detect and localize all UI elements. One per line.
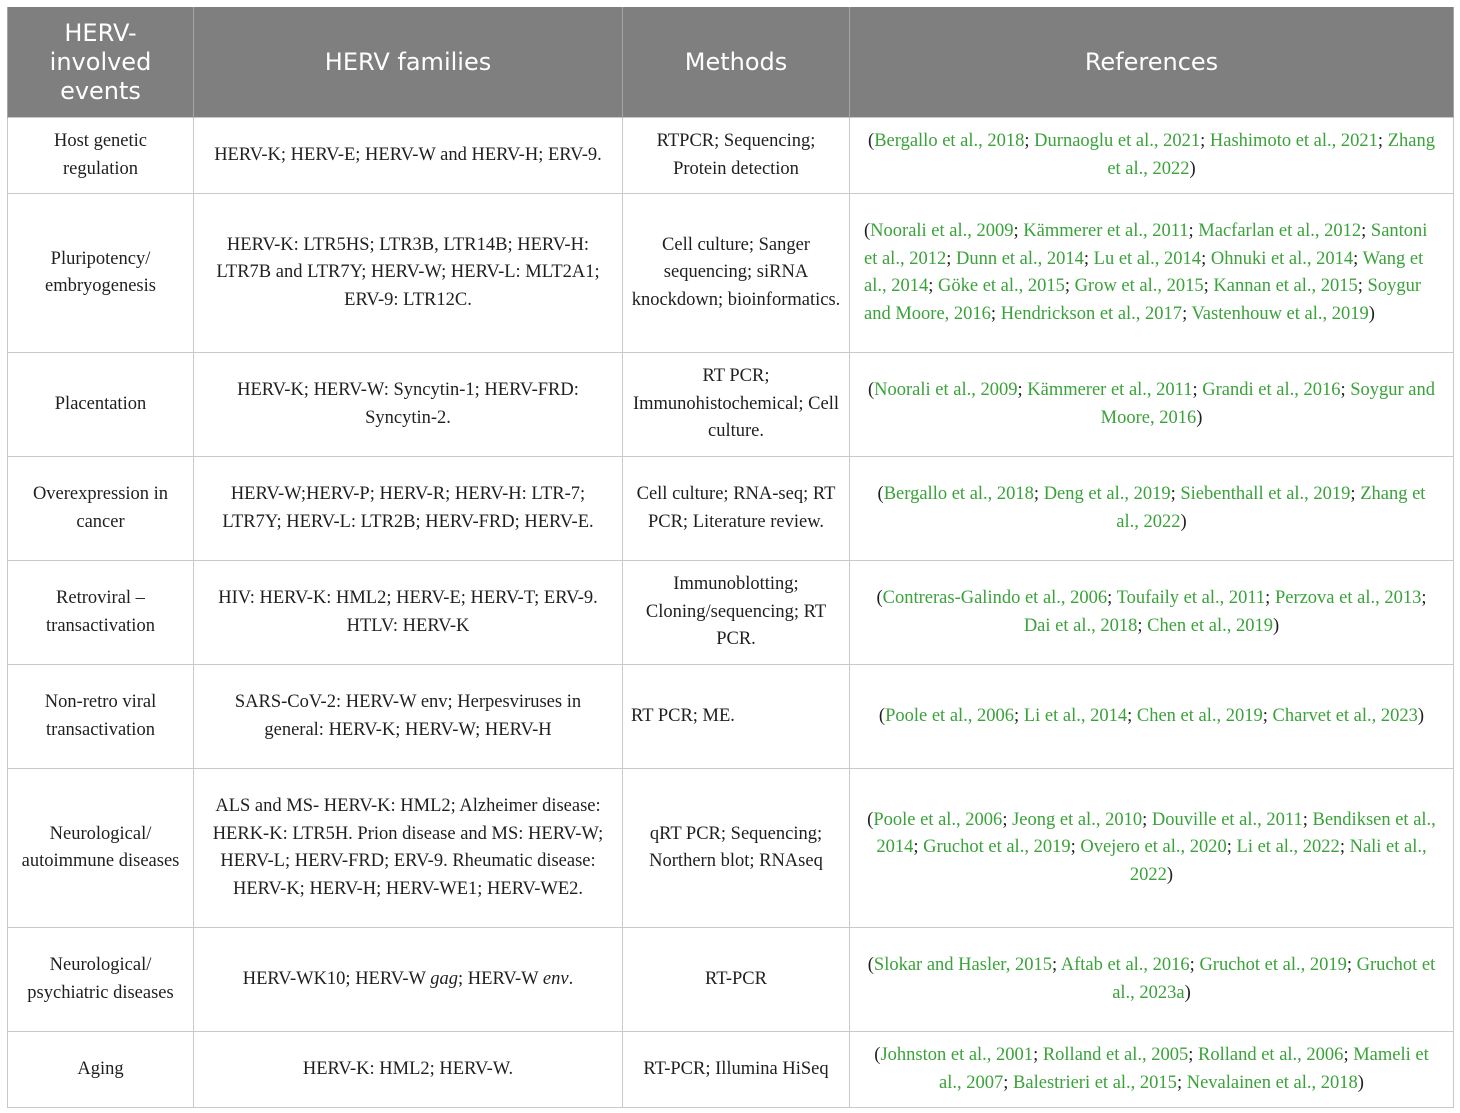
- reference-link[interactable]: Gruchot et al., 2019: [923, 837, 1071, 858]
- table-row: [8, 353, 1454, 457]
- event-cell: Non-retro viral transactivation: [8, 665, 194, 769]
- table-row: [8, 561, 1454, 665]
- reference-link[interactable]: Nali et al., 2022: [1129, 837, 1427, 885]
- header-events: HERV-involved events: [8, 7, 194, 118]
- families-cell: [194, 928, 623, 1032]
- paren-open: (: [867, 380, 875, 400]
- references-cell: [850, 353, 1454, 457]
- reference-separator: ;: [1182, 303, 1192, 324]
- families-cell: HERV-K: HML2; HERV-W.: [194, 1032, 623, 1108]
- families-text: .: [568, 968, 574, 989]
- herv-events-table: [7, 7, 1454, 1108]
- reference-link[interactable]: Li et al., 2014: [1023, 705, 1128, 726]
- reference-separator: ;: [1340, 380, 1351, 400]
- reference-link[interactable]: Bergallo et al., 2018: [883, 484, 1034, 504]
- table-row: [8, 457, 1454, 561]
- reference-separator: ;: [1377, 131, 1388, 151]
- event-cell: Aging: [8, 1032, 194, 1108]
- reference-link[interactable]: Deng et al., 2019: [1043, 484, 1171, 504]
- reference-separator: ;: [1013, 221, 1024, 241]
- reference-link[interactable]: Poole et al., 2006: [873, 809, 1003, 830]
- families-cell: ALS and MS- HERV-K: HML2; Alzheimer disease: HERK-K: LTR5H. Prion disease and MS: HERV-W; HERV-L; HERV-FRD; ERV-9. Rheumatic disease: HERV-K; HERV-H; HERV-WE1; HERV-WE2.: [194, 769, 623, 928]
- methods-cell: Cell culture; RNA-seq; RT PCR; Literature review.: [623, 457, 850, 561]
- reference-link[interactable]: Lu et al., 2014: [1093, 248, 1202, 269]
- reference-link[interactable]: Douville et al., 2011: [1151, 809, 1303, 830]
- reference-link[interactable]: Bergallo et al., 2018: [874, 131, 1025, 151]
- table-row: [8, 665, 1454, 769]
- reference-separator: ;: [1302, 809, 1313, 830]
- methods-cell: Immunoblotting; Cloning/sequencing; RT PCR.: [623, 561, 850, 665]
- reference-separator: ;: [1137, 615, 1148, 636]
- reference-link[interactable]: Durnaoglu et al., 2021: [1034, 131, 1201, 151]
- families-gag: gag: [430, 968, 459, 989]
- table-row: [8, 1032, 1454, 1108]
- reference-link[interactable]: Göke et al., 2015: [938, 276, 1065, 296]
- paren-open: (: [876, 588, 883, 608]
- header-families: HERV families: [194, 7, 623, 118]
- reference-separator: ;: [1200, 131, 1210, 151]
- reference-separator: ;: [1003, 1072, 1014, 1093]
- paren-open: (: [874, 1045, 881, 1065]
- paren-close: ): [1196, 407, 1203, 428]
- reference-separator: ;: [1353, 248, 1363, 269]
- reference-link[interactable]: Gruchot et al., 2023a: [1112, 955, 1436, 1003]
- table-row: [8, 194, 1454, 353]
- reference-separator: ;: [1346, 955, 1357, 975]
- reference-separator: ;: [913, 837, 924, 858]
- reference-separator: ;: [1201, 248, 1211, 269]
- reference-separator: ;: [1070, 837, 1081, 858]
- event-cell: Neurological/ psychiatric diseases: [8, 928, 194, 1032]
- paren-close: ): [1184, 982, 1191, 1003]
- reference-link[interactable]: Nevalainen et al., 2018: [1186, 1072, 1358, 1093]
- families-cell: HIV: HERV-K: HML2; HERV-E; HERV-T; ERV-9. HTLV: HERV-K: [194, 561, 623, 665]
- reference-link[interactable]: Santoni et al., 2012: [864, 221, 1428, 269]
- reference-separator: ;: [1014, 705, 1024, 726]
- reference-link[interactable]: Noorali et al., 2009: [870, 221, 1014, 241]
- reference-link[interactable]: Zhang et al., 2022: [1107, 131, 1435, 179]
- paren-close: ): [1180, 511, 1187, 532]
- table-row: [8, 118, 1454, 194]
- reference-separator: ;: [1357, 276, 1368, 296]
- reference-link[interactable]: Zhang et al., 2022: [1116, 484, 1426, 532]
- reference-link[interactable]: Jeong et al., 2010: [1012, 809, 1143, 830]
- families-cell: HERV-K: LTR5HS; LTR3B, LTR14B; HERV-H: LTR7B and LTR7Y; HERV-W; HERV-L: MLT2A1; ERV-9: LTR12C.: [194, 194, 623, 353]
- reference-separator: ;: [1176, 1072, 1187, 1093]
- event-cell: Retroviral – transactivation: [8, 561, 194, 665]
- reference-link[interactable]: Slokar and Hasler, 2015: [873, 955, 1052, 975]
- reference-link[interactable]: Chen et al., 2019: [1136, 705, 1263, 726]
- methods-cell: RT PCR; Immunohistochemical; Cell culture.: [623, 353, 850, 457]
- event-cell: Overexpression in cancer: [8, 457, 194, 561]
- reference-link[interactable]: Noorali et al., 2009: [874, 380, 1018, 400]
- reference-link[interactable]: Gruchot et al., 2019: [1199, 955, 1347, 975]
- reference-link[interactable]: Mameli et al., 2007: [939, 1045, 1429, 1093]
- reference-link[interactable]: Rolland et al., 2005: [1042, 1045, 1189, 1065]
- references-cell: [850, 561, 1454, 665]
- methods-cell: RTPCR; Sequencing; Protein detection: [623, 118, 850, 194]
- families-text: ; HERV-W: [458, 968, 543, 989]
- reference-separator: ;: [1188, 1045, 1199, 1065]
- reference-link[interactable]: Kämmerer et al., 2011: [1027, 380, 1193, 400]
- reference-link[interactable]: Grow et al., 2015: [1074, 276, 1204, 296]
- reference-link[interactable]: Hashimoto et al., 2021: [1209, 131, 1378, 151]
- reference-link[interactable]: Dunn et al., 2014: [955, 248, 1084, 269]
- reference-separator: ;: [1142, 809, 1152, 830]
- event-cell: Neurological/ autoimmune diseases: [8, 769, 194, 928]
- reference-link[interactable]: Aftab et al., 2016: [1060, 955, 1190, 975]
- reference-link[interactable]: Chen et al., 2019: [1147, 615, 1274, 636]
- reference-link[interactable]: Charvet et al., 2023: [1272, 705, 1418, 726]
- paren-close: ): [1417, 705, 1425, 726]
- reference-separator: ;: [1188, 221, 1199, 241]
- event-cell: Placentation: [8, 353, 194, 457]
- references-cell: [850, 1032, 1454, 1108]
- reference-separator: ;: [1421, 588, 1427, 608]
- reference-separator: ;: [1064, 276, 1075, 296]
- reference-link[interactable]: Ohnuki et al., 2014: [1210, 248, 1354, 269]
- families-cell: HERV-K; HERV-W: Syncytin-1; HERV-FRD: Syncytin-2.: [194, 353, 623, 457]
- paren-open: (: [867, 809, 874, 830]
- reference-separator: ;: [990, 303, 1001, 324]
- families-cell: HERV-K; HERV-E; HERV-W and HERV-H; ERV-9.: [194, 118, 623, 194]
- reference-separator: ;: [1262, 705, 1273, 726]
- reference-link[interactable]: Hendrickson et al., 2017: [1000, 303, 1183, 324]
- references-cell: [850, 665, 1454, 769]
- reference-link[interactable]: Toufaily et al., 2011: [1116, 588, 1266, 608]
- reference-separator: ;: [1083, 248, 1094, 269]
- event-cell: Pluripotency/ embryogenesis: [8, 194, 194, 353]
- reference-separator: ;: [1127, 705, 1137, 726]
- families-cell: HERV-W;HERV-P; HERV-R; HERV-H: LTR-7; LTR7Y; HERV-L: LTR2B; HERV-FRD; HERV-E.: [194, 457, 623, 561]
- reference-separator: ;: [1361, 221, 1371, 241]
- reference-separator: ;: [1017, 380, 1028, 400]
- reference-link[interactable]: Macfarlan et al., 2012: [1198, 221, 1362, 241]
- reference-separator: ;: [1051, 955, 1061, 975]
- header-references: References: [850, 7, 1454, 118]
- reference-link[interactable]: Bendiksen et al., 2014: [876, 809, 1436, 858]
- families-text: HERV-WK10; HERV-W: [242, 968, 431, 989]
- reference-link[interactable]: Vastenhouw et al., 2019: [1191, 303, 1369, 324]
- reference-separator: ;: [1192, 380, 1203, 400]
- reference-link[interactable]: Balestrieri et al., 2015: [1013, 1072, 1177, 1093]
- reference-separator: ;: [1339, 837, 1350, 858]
- families-env: env: [542, 968, 569, 989]
- reference-link[interactable]: Poole et al., 2006: [885, 705, 1015, 726]
- reference-separator: ;: [1343, 1045, 1354, 1065]
- header-methods: Methods: [623, 7, 850, 118]
- reference-separator: ;: [1107, 588, 1117, 608]
- methods-cell: RT-PCR; Illumina HiSeq: [623, 1032, 850, 1108]
- reference-link[interactable]: Soygur and Moore, 2016: [864, 276, 1421, 324]
- paren-open: (: [868, 131, 875, 151]
- references-cell: [850, 769, 1454, 928]
- reference-link[interactable]: Kämmerer et al., 2011: [1023, 221, 1189, 241]
- reference-separator: ;: [1265, 588, 1275, 608]
- reference-link[interactable]: Siebenthall et al., 2019: [1180, 484, 1351, 504]
- methods-cell: RT-PCR: [623, 928, 850, 1032]
- families-cell: SARS-CoV-2: HERV-W env; Herpesviruses in general: HERV-K; HERV-W; HERV-H: [194, 665, 623, 769]
- paren-close: ): [1166, 864, 1174, 885]
- reference-separator: ;: [946, 248, 956, 269]
- reference-link[interactable]: Perzova et al., 2013: [1274, 588, 1422, 608]
- reference-separator: ;: [1002, 809, 1013, 830]
- table-row: [8, 928, 1454, 1032]
- table-row: [8, 769, 1454, 928]
- paren-open: (: [877, 484, 884, 504]
- paren-open: (: [867, 955, 874, 975]
- paren-close: ): [1189, 158, 1196, 179]
- reference-link[interactable]: Li et al., 2022: [1236, 837, 1340, 858]
- reference-link[interactable]: Kannan et al., 2015: [1213, 276, 1358, 296]
- reference-separator: ;: [1226, 837, 1237, 858]
- reference-separator: ;: [1024, 131, 1035, 151]
- reference-separator: ;: [1203, 276, 1214, 296]
- reference-separator: ;: [1350, 484, 1361, 504]
- references-cell: [850, 118, 1454, 194]
- reference-link[interactable]: Rolland et al., 2006: [1198, 1045, 1344, 1065]
- header-row: [8, 7, 1454, 118]
- paren-open: (: [878, 705, 886, 726]
- paren-close: ): [1368, 303, 1375, 324]
- reference-separator: ;: [1189, 955, 1200, 975]
- paren-close: ): [1357, 1072, 1364, 1093]
- event-cell: Host genetic regulation: [8, 118, 194, 194]
- references-cell: [850, 928, 1454, 1032]
- reference-link[interactable]: Soygur and Moore, 2016: [1100, 380, 1436, 428]
- reference-separator: ;: [1170, 484, 1181, 504]
- reference-link[interactable]: Ovejero et al., 2020: [1080, 837, 1227, 858]
- methods-cell: RT PCR; ME.: [623, 665, 850, 769]
- reference-separator: ;: [1033, 484, 1044, 504]
- methods-cell: qRT PCR; Sequencing; Northern blot; RNAseq: [623, 769, 850, 928]
- references-cell: [850, 457, 1454, 561]
- paren-close: ): [1273, 615, 1280, 636]
- paren-open: (: [864, 221, 871, 241]
- reference-separator: ;: [928, 276, 938, 296]
- reference-separator: ;: [1033, 1045, 1043, 1065]
- reference-link[interactable]: Dai et al., 2018: [1023, 615, 1138, 636]
- reference-link[interactable]: Wang et al., 2014: [864, 248, 1424, 296]
- reference-link[interactable]: Grandi et al., 2016: [1202, 380, 1341, 400]
- references-cell: [850, 194, 1454, 353]
- reference-link[interactable]: Johnston et al., 2001: [880, 1045, 1034, 1065]
- methods-cell: Cell culture; Sanger sequencing; siRNA knockdown; bioinformatics.: [623, 194, 850, 353]
- reference-link[interactable]: Contreras-Galindo et al., 2006: [882, 588, 1108, 608]
